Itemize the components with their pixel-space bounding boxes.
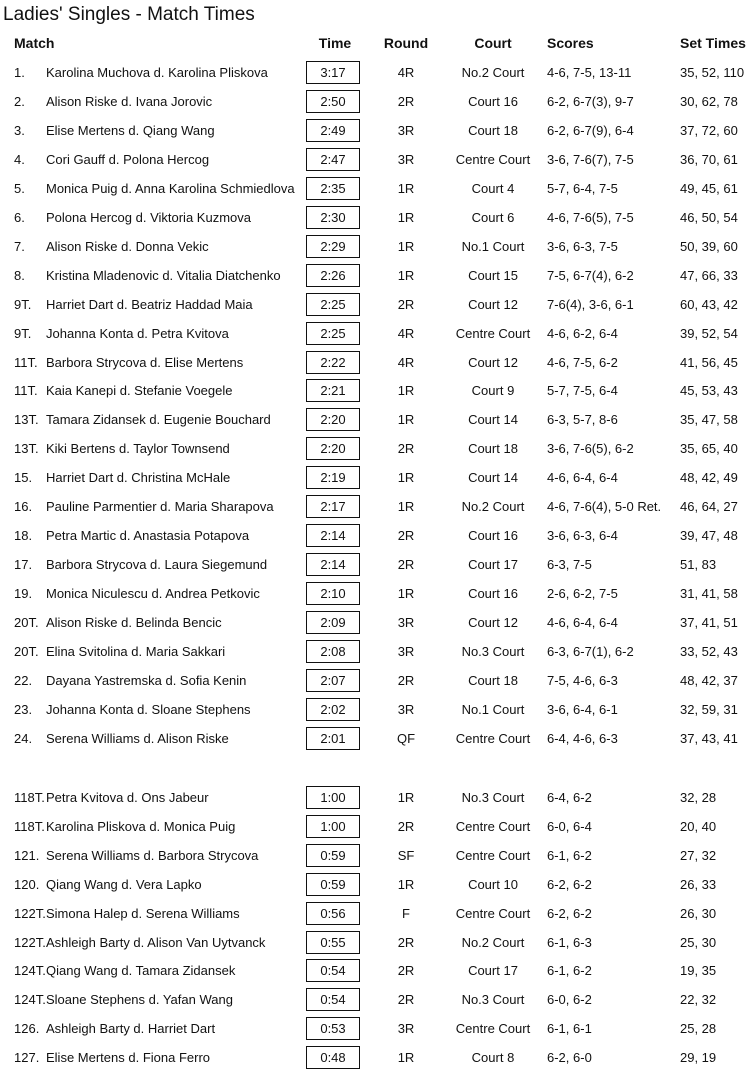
table-row [0,553,756,576]
match-name: Polona Hercog d. Viktoria Kuzmova [46,210,251,225]
match-set-times: 32, 59, 31 [680,702,738,717]
table-row [0,988,756,1011]
match-name: Pauline Parmentier d. Maria Sharapova [46,499,274,514]
match-time-box: 1:00 [306,786,360,809]
match-court: Court 10 [468,877,518,892]
match-name: Sloane Stephens d. Yafan Wang [46,992,233,1007]
match-set-times: 46, 50, 54 [680,210,738,225]
match-round: 3R [397,615,415,630]
match-scores: 4-6, 7-5, 13-11 [547,65,632,80]
match-time-box: 2:26 [306,264,360,287]
match-time-box: 2:21 [306,379,360,402]
table-row [0,437,756,460]
match-scores: 6-3, 7-5 [547,557,592,572]
match-court: Court 9 [471,383,515,398]
match-rank: 120. [14,877,40,892]
match-set-times: 26, 33 [680,877,717,892]
match-round: 1R [397,877,415,892]
match-time-box: 2:14 [306,524,360,547]
match-rank: 17. [14,557,33,572]
match-court: Centre Court [455,1021,531,1036]
match-round: SF [397,848,415,863]
match-court: Court 12 [468,297,518,312]
match-name: Karolina Pliskova d. Monica Puig [46,819,236,834]
match-round: 3R [397,123,415,138]
match-name: Alison Riske d. Ivana Jorovic [46,94,213,109]
match-scores: 4-6, 7-6(5), 7-5 [547,210,634,225]
table-row [0,844,756,867]
header-court: Court [474,35,512,51]
match-rank: 24. [14,731,33,746]
match-round: 2R [397,963,415,978]
match-round: 1R [397,210,415,225]
table-row [0,786,756,809]
table-row [0,408,756,431]
match-court: No.3 Court [461,790,525,805]
match-time-box: 0:53 [306,1017,360,1040]
match-name: Petra Martic d. Anastasia Potapova [46,528,250,543]
match-name: Kristina Mladenovic d. Vitalia Diatchenko [46,268,281,283]
table-row [0,61,756,84]
table-row [0,148,756,171]
match-round: 2R [397,819,415,834]
match-time-box: 0:59 [306,873,360,896]
match-court: Court 15 [468,268,518,283]
match-scores: 6-4, 6-2 [547,790,592,805]
match-round: 2R [397,441,415,456]
match-rank: 16. [14,499,33,514]
match-round: 2R [397,557,415,572]
match-round: 3R [397,702,415,717]
match-scores: 7-5, 4-6, 6-3 [547,673,618,688]
match-name: Petra Kvitova d. Ons Jabeur [46,790,209,805]
match-round: QF [396,731,416,746]
match-name: Cori Gauff d. Polona Hercog [46,152,210,167]
match-rank: 6. [14,210,25,225]
match-scores: 3-6, 6-3, 6-4 [547,528,618,543]
match-set-times: 39, 52, 54 [680,326,738,341]
match-set-times: 36, 70, 61 [680,152,738,167]
match-rank: 124T. [14,963,46,978]
match-name: Barbora Strycova d. Laura Siegemund [46,557,268,572]
table-row [0,902,756,925]
match-scores: 7-5, 6-7(4), 6-2 [547,268,634,283]
match-set-times: 31, 41, 58 [680,586,738,601]
match-rank: 124T. [14,992,46,1007]
table-row [0,815,756,838]
match-time-box: 2:07 [306,669,360,692]
match-time-box: 2:20 [306,437,360,460]
match-time-box: 2:14 [306,553,360,576]
match-time-box: 2:09 [306,611,360,634]
match-set-times: 47, 66, 33 [680,268,738,283]
match-round: 2R [397,673,415,688]
match-court: No.1 Court [461,702,525,717]
table-row [0,931,756,954]
match-time-box: 2:30 [306,206,360,229]
match-name: Alison Riske d. Donna Vekic [46,239,209,254]
table-row [0,293,756,316]
table-row [0,640,756,663]
match-set-times: 48, 42, 37 [680,673,738,688]
table-row [0,495,756,518]
match-name: Monica Niculescu d. Andrea Petkovic [46,586,260,601]
match-name: Elina Svitolina d. Maria Sakkari [46,644,226,659]
match-name: Elise Mertens d. Qiang Wang [46,123,215,138]
match-set-times: 29, 19 [680,1050,717,1065]
match-scores: 6-2, 6-2 [547,877,592,892]
match-scores: 6-3, 5-7, 8-6 [547,412,618,427]
match-court: Court 6 [471,210,515,225]
match-set-times: 46, 64, 27 [680,499,738,514]
table-row [0,206,756,229]
match-round: 3R [397,644,415,659]
match-set-times: 60, 43, 42 [680,297,738,312]
table-row [0,698,756,721]
match-court: Court 12 [468,355,518,370]
match-name: Qiang Wang d. Vera Lapko [46,877,202,892]
match-round: 3R [397,152,415,167]
match-set-times: 48, 42, 49 [680,470,738,485]
table-row [0,611,756,634]
match-court: Centre Court [455,819,531,834]
match-round: 4R [397,355,415,370]
match-set-times: 26, 30 [680,906,717,921]
match-time-box: 2:19 [306,466,360,489]
match-scores: 3-6, 6-4, 6-1 [547,702,618,717]
table-row [0,322,756,345]
match-scores: 2-6, 6-2, 7-5 [547,586,618,601]
match-name: Karolina Muchova d. Karolina Pliskova [46,65,268,80]
match-rank: 22. [14,673,33,688]
match-time-box: 2:10 [306,582,360,605]
table-row [0,959,756,982]
match-scores: 3-6, 6-3, 7-5 [547,239,618,254]
match-time-box: 3:17 [306,61,360,84]
match-time-box: 2:02 [306,698,360,721]
match-time-box: 2:20 [306,408,360,431]
table-row [0,1046,756,1069]
match-court: Court 18 [468,123,518,138]
match-scores: 6-2, 6-7(3), 9-7 [547,94,634,109]
match-scores: 4-6, 7-5, 6-2 [547,355,618,370]
match-set-times: 50, 39, 60 [680,239,738,254]
match-rank: 118T. [14,790,45,805]
match-court: No.2 Court [461,935,525,950]
match-set-times: 45, 53, 43 [680,383,738,398]
match-time-box: 2:35 [306,177,360,200]
match-rank: 127. [14,1050,40,1065]
match-scores: 6-3, 6-7(1), 6-2 [547,644,634,659]
match-court: Court 16 [468,528,518,543]
match-time-box: 1:00 [306,815,360,838]
match-set-times: 20, 40 [680,819,717,834]
match-rank: 121. [14,848,40,863]
match-court: Court 16 [468,94,518,109]
match-court: Court 16 [468,586,518,601]
header-scores: Scores [547,35,594,51]
match-scores: 3-6, 7-6(7), 7-5 [547,152,634,167]
match-time-box: 2:25 [306,322,360,345]
match-rank: 8. [14,268,25,283]
match-scores: 4-6, 7-6(4), 5-0 Ret. [547,499,662,514]
match-name: Harriet Dart d. Christina McHale [46,470,231,485]
table-row [0,524,756,547]
match-round: 2R [397,94,415,109]
match-court: No.2 Court [461,499,525,514]
match-court: Court 14 [468,470,518,485]
match-set-times: 35, 47, 58 [680,412,738,427]
match-rank: 122T. [14,935,46,950]
table-row [0,1017,756,1040]
match-round: 1R [397,239,415,254]
match-name: Harriet Dart d. Beatriz Haddad Maia [46,297,253,312]
match-rank: 122T. [14,906,46,921]
match-round: 4R [397,326,415,341]
match-name: Qiang Wang d. Tamara Zidansek [46,963,236,978]
match-set-times: 39, 47, 48 [680,528,738,543]
match-rank: 11T. [14,355,38,370]
match-scores: 5-7, 6-4, 7-5 [547,181,618,196]
match-rank: 3. [14,123,25,138]
header-round: Round [383,35,429,51]
match-rank: 15. [14,470,33,485]
match-time-box: 2:25 [306,293,360,316]
match-set-times: 37, 43, 41 [680,731,738,746]
table-row [0,582,756,605]
match-court: No.1 Court [461,239,525,254]
table-row [0,90,756,113]
match-round: 2R [397,528,415,543]
match-court: Court 18 [468,673,518,688]
match-round: 1R [397,586,415,601]
match-rank: 7. [14,239,25,254]
match-set-times: 19, 35 [680,963,717,978]
table-row [0,727,756,750]
match-scores: 6-2, 6-7(9), 6-4 [547,123,634,138]
match-time-box: 2:01 [306,727,360,750]
match-name: Monica Puig d. Anna Karolina Schmiedlova [46,181,295,196]
match-round: F [402,906,410,921]
match-round: 2R [397,935,415,950]
match-court: No.2 Court [461,65,525,80]
match-time-box: 0:55 [306,931,360,954]
match-set-times: 30, 62, 78 [680,94,738,109]
table-row [0,264,756,287]
match-round: 1R [397,1050,415,1065]
match-scores: 6-1, 6-2 [547,848,592,863]
match-rank: 9T. [14,297,32,312]
match-set-times: 35, 65, 40 [680,441,738,456]
match-name: Kaia Kanepi d. Stefanie Voegele [46,383,233,398]
match-time-box: 2:49 [306,119,360,142]
match-court: Court 12 [468,615,518,630]
match-scores: 5-7, 7-5, 6-4 [547,383,618,398]
match-time-box: 2:08 [306,640,360,663]
header-set-times: Set Times [680,35,746,51]
match-scores: 4-6, 6-4, 6-4 [547,615,618,630]
match-court: Court 17 [468,557,518,572]
match-court: No.3 Court [461,992,525,1007]
match-scores: 4-6, 6-2, 6-4 [547,326,618,341]
match-time-box: 2:22 [306,351,360,374]
table-row [0,466,756,489]
match-scores: 6-4, 4-6, 6-3 [547,731,618,746]
match-name: Kiki Bertens d. Taylor Townsend [46,441,230,456]
match-time-box: 2:47 [306,148,360,171]
match-scores: 3-6, 7-6(5), 6-2 [547,441,634,456]
match-name: Alison Riske d. Belinda Bencic [46,615,222,630]
match-time-box: 0:54 [306,959,360,982]
match-name: Serena Williams d. Alison Riske [46,731,229,746]
match-time-box: 2:29 [306,235,360,258]
match-name: Tamara Zidansek d. Eugenie Bouchard [46,412,271,427]
header-match: Match [14,35,55,51]
match-rank: 2. [14,94,25,109]
match-rank: 118T. [14,819,45,834]
match-court: Court 18 [468,441,518,456]
match-round: 3R [397,1021,415,1036]
table-row [0,669,756,692]
match-scores: 6-0, 6-2 [547,992,592,1007]
match-court: Centre Court [455,152,531,167]
match-scores: 6-1, 6-1 [547,1021,592,1036]
match-rank: 18. [14,528,33,543]
match-name: Serena Williams d. Barbora Strycova [46,848,259,863]
match-time-box: 0:59 [306,844,360,867]
match-court: No.3 Court [461,644,525,659]
match-court: Court 8 [471,1050,515,1065]
match-rank: 9T. [14,326,32,341]
match-name: Ashleigh Barty d. Harriet Dart [46,1021,216,1036]
match-court: Court 4 [471,181,515,196]
match-set-times: 32, 28 [680,790,717,805]
match-court: Court 14 [468,412,518,427]
match-set-times: 51, 83 [680,557,717,572]
match-scores: 6-1, 6-2 [547,963,592,978]
match-round: 1R [397,181,415,196]
match-rank: 13T. [14,441,39,456]
match-rank: 19. [14,586,33,601]
match-rank: 1. [14,65,25,80]
match-court: Centre Court [455,848,531,863]
match-scores: 6-2, 6-2 [547,906,592,921]
match-name: Barbora Strycova d. Elise Mertens [46,355,244,370]
match-time-box: 0:56 [306,902,360,925]
match-court: Court 17 [468,963,518,978]
match-name: Simona Halep d. Serena Williams [46,906,240,921]
match-rank: 11T. [14,383,38,398]
match-name: Ashleigh Barty d. Alison Van Uytvanck [46,935,266,950]
match-round: 2R [397,992,415,1007]
table-row [0,351,756,374]
match-time-box: 0:48 [306,1046,360,1069]
match-set-times: 25, 28 [680,1021,717,1036]
table-row [0,119,756,142]
match-time-box: 2:17 [306,495,360,518]
match-rank: 20T. [14,644,39,659]
match-rank: 13T. [14,412,39,427]
match-name: Johanna Konta d. Petra Kvitova [46,326,229,341]
match-court: Centre Court [455,906,531,921]
header-time: Time [318,35,352,51]
match-set-times: 41, 56, 45 [680,355,738,370]
match-set-times: 27, 32 [680,848,717,863]
table-row [0,873,756,896]
match-scores: 6-0, 6-4 [547,819,592,834]
match-round: 1R [397,790,415,805]
match-round: 1R [397,412,415,427]
table-row [0,379,756,402]
page-title: Ladies' Singles - Match Times [3,4,255,25]
match-round: 4R [397,65,415,80]
match-rank: 5. [14,181,25,196]
match-rank: 23. [14,702,33,717]
match-set-times: 49, 45, 61 [680,181,738,196]
match-rank: 4. [14,152,25,167]
match-set-times: 35, 52, 110 [680,65,745,80]
match-court: Centre Court [455,731,531,746]
match-set-times: 25, 30 [680,935,717,950]
match-time-box: 2:50 [306,90,360,113]
match-court: Centre Court [455,326,531,341]
match-set-times: 37, 72, 60 [680,123,738,138]
match-set-times: 33, 52, 43 [680,644,738,659]
match-round: 2R [397,297,415,312]
match-round: 1R [397,470,415,485]
match-scores: 4-6, 6-4, 6-4 [547,470,618,485]
table-row [0,235,756,258]
match-scores: 7-6(4), 3-6, 6-1 [547,297,634,312]
match-time-box: 0:54 [306,988,360,1011]
match-scores: 6-2, 6-0 [547,1050,592,1065]
table-row [0,177,756,200]
match-name: Johanna Konta d. Sloane Stephens [46,702,251,717]
match-rank: 20T. [14,615,39,630]
match-set-times: 22, 32 [680,992,717,1007]
match-round: 1R [397,383,415,398]
match-round: 1R [397,268,415,283]
match-name: Dayana Yastremska d. Sofia Kenin [46,673,247,688]
match-round: 1R [397,499,415,514]
match-name: Elise Mertens d. Fiona Ferro [46,1050,211,1065]
match-set-times: 37, 41, 51 [680,615,738,630]
match-rank: 126. [14,1021,40,1036]
match-scores: 6-1, 6-3 [547,935,592,950]
